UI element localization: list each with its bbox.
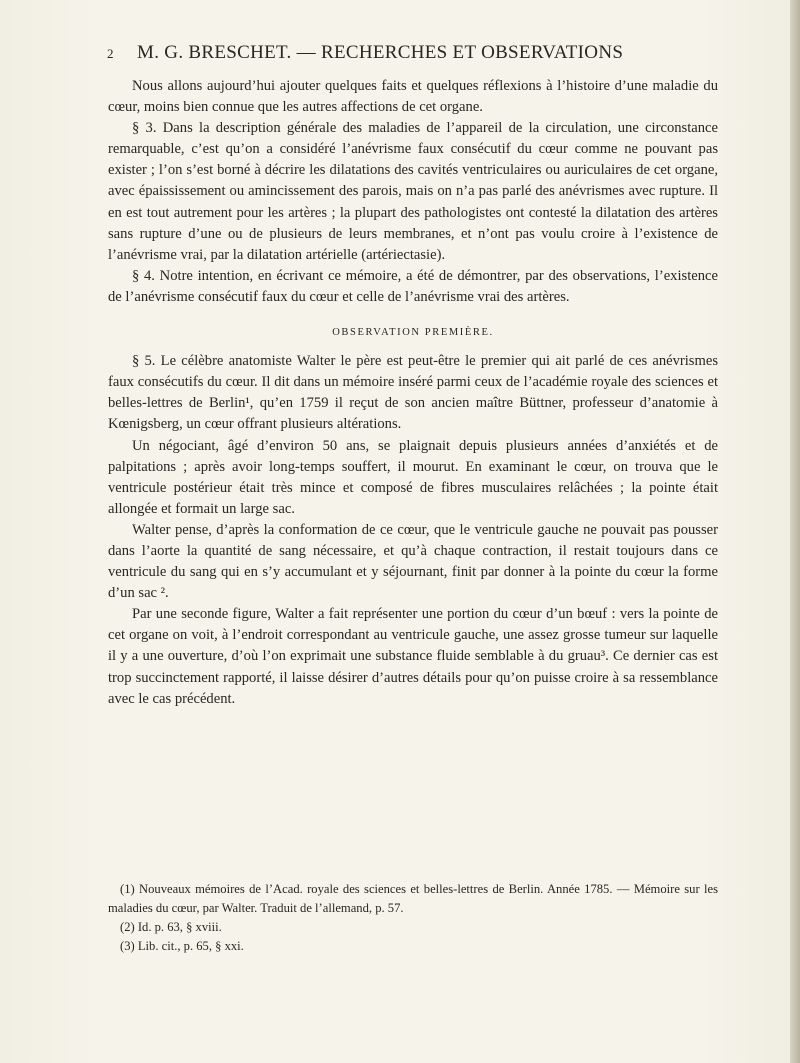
page-edge [790,0,800,1063]
footnote: (2) Id. p. 63, § xviii. [120,920,222,934]
footnote: (1) Nouveaux mémoires de l’Acad. royale des sciences et belles-lettres de Berlin. Année 1785. — Mémoire sur les maladies du cœur, par Walter. Traduit de l’allemand, p. 57. [108,882,718,915]
paragraph: § 3. Dans la description générale des maladies de l’appareil de la circulation, une circonstance remarquable, c’est qu’on a considéré l’anévrisme faux consécutif du cœur comme ne pouvant pas exister ; l’on s’est borné à décrire les dilatations des cavités ventriculaires ou auriculaires de cet organe, avec épaississement ou amincissement des parois, mais on n’a pas parlé des anévrismes avec rupture. Il en est tout autrement pour les artères ; la plupart des pathologistes ont contesté la dilatation des artères sans rupture d’une ou de plusieurs de leurs membranes, et n’ont pas voulu croire à l’existence de l’anévrisme vrai, par la dilatation artérielle (artériectasie). [108,120,718,263]
paragraph: Un négociant, âgé d’environ 50 ans, se plaignait depuis plusieurs années d’anxiétés et de palpitations ; après avoir long-temps souffert, il mourut. En examinant le cœur, on trouva que le ventricule postérieur était très mince et composé de fibres musculaires relâchées ; la pointe était allongée et formait un large sac. [108,437,718,517]
paragraph: § 5. Le célèbre anatomiste Walter le père est peut-être le premier qui ait parlé de ces anévrismes faux consécutifs du cœur. Il dit dans un mémoire inséré parmi ceux de l’académie royale des sciences et belles-lettres de Berlin¹, qu’en 1759 il reçut de son ancien maître Büttner, professeur d’anatomie à Kœnigsberg, un cœur offrant plusieurs altérations. [108,353,718,433]
running-title: M. G. BRESCHET. — RECHERCHES ET OBSERVATIONS [137,42,624,63]
section-title: OBSERVATION PREMIÈRE. [332,327,494,339]
main-text [108,76,718,710]
footnote: (3) Lib. cit., p. 65, § xxi. [120,939,244,953]
paragraph: Nous allons aujourd’hui ajouter quelques faits et quelques réflexions à l’histoire d’une maladie du cœur, moins bien connue que les autres affections de cet organe. [108,78,718,116]
paragraph: § 4. Notre intention, en écrivant ce mémoire, a été de démontrer, par des observations, l’existence de l’anévrisme consécutif faux du cœur et celle de l’anévrisme vrai des artères. [108,267,718,305]
page-number: 2 [107,46,114,61]
paragraph: Par une seconde figure, Walter a fait représenter une portion du cœur d’un bœuf : vers la pointe de cet organe on voit, à l’endroit correspondant au ventricule gauche, une assez grosse tumeur sur laquelle il y a une ouverture, d’où l’on exprimait une substance fluide semblable à du gruau³. Ce dernier cas est trop succinctement rapporté, il laisse désirer d’autres détails pour qu’on puisse croire à sa ressemblance avec le cas précédent. [108,606,718,707]
paragraph: Walter pense, d’après la conformation de ce cœur, que le ventricule gauche ne pouvait pas pousser dans l’aorte la quantité de sang nécessaire, et qu’à chaque contraction, il restait toujours dans ce ventricule du sang qui en s’y accumulant et y séjournant, finit par donner à la pointe du cœur la forme d’un sac ². [108,521,718,602]
running-header [107,42,717,68]
footnotes [108,880,718,956]
